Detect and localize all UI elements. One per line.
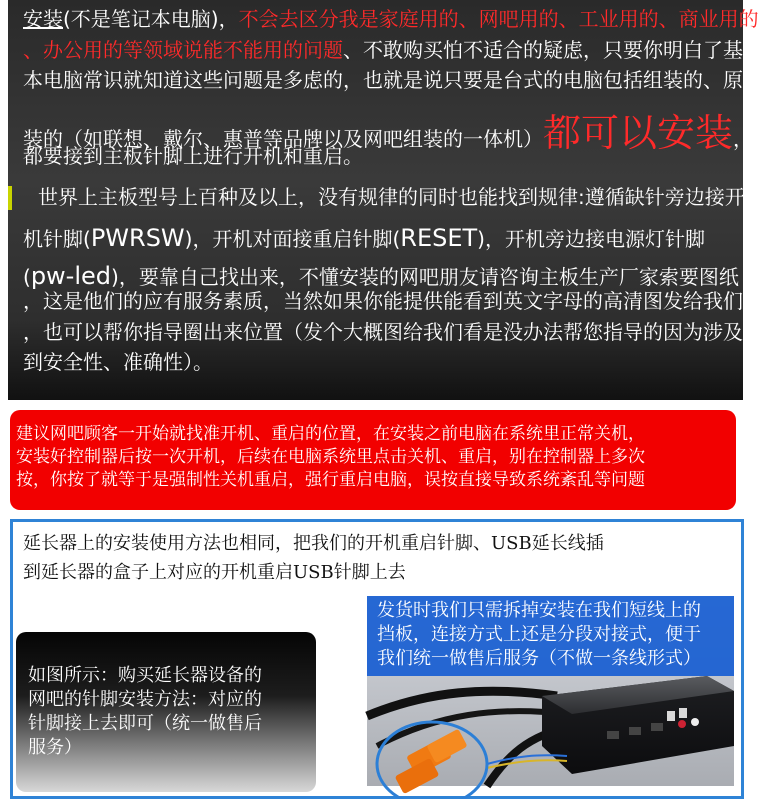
intro-line-6: 世界上主板型号上百种及以上，没有规律的同时也能找到规律:遵循缺针旁边接开 bbox=[38, 185, 745, 209]
pw-led-label: pw-led bbox=[30, 262, 112, 290]
all-installable-highlight: 都可以安装 bbox=[543, 111, 734, 155]
power-pin-text: 机针脚( bbox=[23, 227, 91, 251]
warning-line-2: 安装好控制器后按一次开机，后续在电脑系统里点击关机、重启，别在控制器上多次 bbox=[16, 447, 645, 467]
desktop-install-text: 安装 bbox=[23, 7, 63, 31]
intro-line-11: 到安全性、准确性）。 bbox=[23, 350, 213, 374]
intro-line-7 bbox=[23, 222, 705, 255]
consult-text: )，要靠自己找出来，不懂安装的网吧朋友请咨询主板生产厂家索要图纸 bbox=[111, 265, 739, 289]
intro-panel bbox=[8, 0, 759, 400]
comma-text: ， bbox=[733, 127, 754, 151]
note-line-1: 如图所示：购买延长器设备的 bbox=[28, 665, 262, 686]
caption-line-1: 发货时我们只需拆掉安装在我们短线上的 bbox=[377, 600, 701, 621]
warning-line-1: 建议网吧顾客一开始就找准开机、重启的位置，在安装之前电脑在系统里正常关机， bbox=[16, 424, 645, 444]
intro-line-2 bbox=[23, 37, 743, 63]
paren-open: ( bbox=[23, 265, 31, 289]
intro-line-3: 本电脑常识就知道这些问题是多虑的，也就是说只要是台式的电脑包括组装的、原 bbox=[23, 68, 743, 92]
reset-label: RESET bbox=[400, 224, 478, 252]
warning-notice bbox=[10, 410, 736, 510]
extender-product-photo bbox=[367, 596, 734, 786]
note-line-2: 网吧的针脚安装方法：对应的 bbox=[28, 689, 262, 710]
paragraph-marker bbox=[8, 186, 12, 210]
note-line-4: 服务） bbox=[28, 737, 82, 758]
not-laptop-text: (不是笔记本电脑)， bbox=[63, 7, 239, 31]
photo-caption-banner bbox=[367, 596, 734, 676]
extender-line-1: 延长器上的安装使用方法也相同，把我们的开机重启针脚、USB延长线插 bbox=[23, 533, 604, 554]
brands-text: 装的（如联想、戴尔、惠普等品牌以及网吧组装的一体机） bbox=[23, 127, 543, 151]
intro-line-1 bbox=[23, 6, 759, 32]
intro-line-9: ，这是他们的应有服务素质，当然如果你能提供能看到英文字母的高清图发给我们 bbox=[23, 289, 743, 313]
caption-line-2: 挡板，连接方式上还是分段对接式，便于 bbox=[377, 624, 701, 645]
warning-line-3: 按，你按了就等于是强制性关机重启，强行重启电脑，误按直接导致系统紊乱等问题 bbox=[16, 470, 645, 490]
office-scope-text: 、办公用的等领域说能不能用的问题 bbox=[23, 38, 343, 62]
usage-scope-text: 不会去区分我是家庭用的、网吧用的、工业用的、商业用的 bbox=[238, 7, 759, 31]
intro-line-10: ，也可以帮你指导圈出来位置（发个大概图给我们看是没办法帮您指导的因为涉及 bbox=[23, 320, 743, 344]
installation-note-box bbox=[16, 632, 316, 792]
doubt-text: 、不敢购买怕不适合的疑虑，只要你明白了基 bbox=[343, 38, 743, 62]
intro-line-5: 都要接到主板针脚上进行开机和重启。 bbox=[23, 144, 363, 168]
caption-line-3: 我们统一做售后服务（不做一条线形式） bbox=[377, 648, 701, 669]
extender-line-2: 到延长器的盒子上对应的开机重启USB针脚上去 bbox=[23, 562, 406, 583]
pwrsw-label: PWRSW bbox=[90, 224, 185, 252]
note-line-3: 针脚接上去即可（统一做售后 bbox=[28, 713, 262, 734]
reset-pin-text: )，开机对面接重启针脚( bbox=[184, 227, 401, 251]
led-pin-text: )，开机旁边接电源灯针脚 bbox=[477, 227, 705, 251]
